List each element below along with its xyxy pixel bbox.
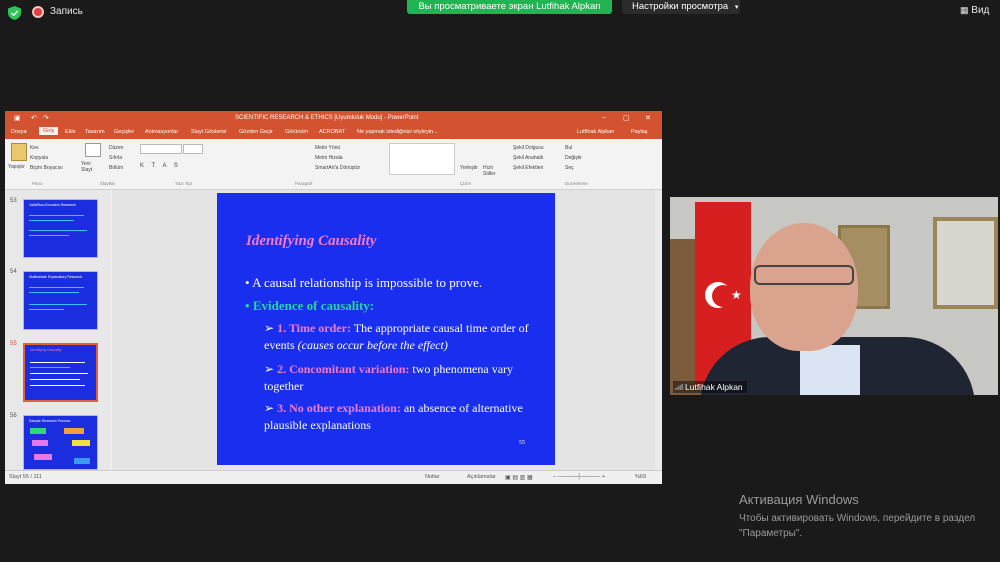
view-button-label: Вид [971, 5, 990, 16]
menu-acrobat: ACROBAT [319, 129, 346, 135]
group-paragraph: Paragraf [295, 181, 313, 186]
ppt-window-title: SCIENTIFIC RESEARCH & ETHICS [Uyumluluk Modu] - PowerPoint [235, 115, 419, 121]
ribbon-shape-outline: Şekil Anahattı [513, 155, 544, 161]
thumb-number: 56 [10, 413, 17, 419]
person-head [750, 223, 858, 351]
sub1-head: 1. Time order: [277, 321, 351, 335]
windows-activation-text: Чтобы активировать Windows, перейдите в раздел "Параметры". [739, 513, 976, 539]
slide-subbullet-3 [264, 400, 554, 434]
arrow-bullet-icon: ➢ [264, 401, 278, 415]
group-font: Yazı Tipi [175, 181, 192, 186]
ribbon-replace: Değiştir [565, 155, 582, 161]
ppt-ribbon [5, 139, 662, 190]
current-slide [217, 193, 555, 465]
thumb-text-line [29, 287, 84, 288]
ribbon-section: Bölüm [109, 165, 124, 171]
thumb-title: Sample Research Process [29, 419, 71, 423]
slide-subbullet-1 [264, 320, 554, 354]
arrow-bullet-icon: ➢ [264, 362, 278, 376]
view-mode-icons: ▣ ▤ ▥ ▦ [505, 475, 533, 481]
shared-screen-powerpoint [5, 111, 662, 483]
view-button[interactable] [960, 5, 989, 16]
sub1-text: The appropriate causal time order of events [264, 321, 529, 352]
ribbon-format-painter: Biçim Boyacısı [30, 165, 63, 171]
ribbon-smartart: SmartArt'a Dönüştür [315, 165, 361, 171]
screen-share-banner: Вы просматриваете экран Lutfihak Alpkan [407, 0, 612, 14]
thumb-text-line [29, 215, 84, 216]
ribbon-shape-fill: Şekil Dolgusu [513, 145, 544, 151]
ppt-user-name: Lutfihak Alpkan [577, 129, 615, 135]
thumb-diagram-box [74, 458, 90, 464]
view-options-button[interactable] [622, 0, 740, 14]
participant-video [670, 197, 998, 395]
menu-home: Giriş [39, 127, 58, 135]
ribbon-find: Bul [565, 145, 573, 151]
ribbon-copy: Kopyala [30, 155, 49, 161]
thumb-diagram-box [72, 440, 90, 446]
shapes-gallery [389, 143, 455, 175]
ribbon-select: Seç [565, 165, 574, 171]
group-slides: Slaytlar [100, 181, 116, 186]
windows-activation-title: Активация Windows [739, 492, 859, 507]
ribbon-new-slide: Yeni Slayt [81, 161, 93, 173]
sub3-text: an absence of alternative plausible explanations [264, 401, 523, 432]
thumb-diagram-box [30, 428, 46, 434]
ppt-status-bar [5, 470, 662, 484]
ribbon-arrange: Yerleştir [460, 165, 478, 171]
menu-view: Görünüm [285, 129, 308, 135]
font-name-box [140, 144, 182, 154]
menu-insert: Ekle [65, 129, 76, 135]
slide-thumbnail [23, 199, 98, 258]
sub2-text: two phenomena vary together [264, 362, 514, 393]
thumb-number: 54 [10, 269, 17, 275]
menu-design: Tasarım [85, 129, 105, 135]
slide-bullet-1: • A causal relationship is impossible to prove. [245, 275, 483, 290]
sub3-head: 3. No other explanation: [277, 401, 401, 415]
ribbon-paste: Yapıştır [8, 164, 25, 170]
status-zoom: %69 [635, 474, 647, 480]
thumb-text-line [29, 230, 87, 231]
thumb-text-line [30, 362, 85, 363]
thumb-text-line [29, 309, 64, 310]
thumb-title: Identifying Causality [30, 348, 62, 352]
thumb-diagram-box [34, 454, 52, 460]
ppt-share-button: Paylaş [631, 129, 648, 135]
thumb-number: 53 [10, 198, 17, 204]
grid-view-icon: ▦ [960, 5, 969, 15]
thumb-text-line [30, 385, 85, 386]
status-slide-count: Slayt 55 / 111 [9, 474, 42, 480]
thumb-text-line [30, 367, 70, 368]
flag-star: ★ [731, 288, 742, 302]
menu-animations: Animasyonlar [145, 129, 179, 135]
menu-review: Gözden Geçir [239, 129, 273, 135]
view-options-label: Настройки просмотра [632, 1, 729, 12]
menu-slideshow: Slayt Gösterisi [191, 129, 227, 135]
thumb-diagram-box [32, 440, 48, 446]
recording-label: Запись [50, 6, 83, 17]
ribbon-reset: Sıfırla [109, 155, 123, 161]
ribbon-cut: Kes [30, 145, 39, 151]
bullet-1-text: A causal relationship is impossible to prove. [252, 275, 483, 290]
status-notes: Notlar [425, 474, 440, 480]
ribbon-text-direction: Metin Yönü [315, 145, 341, 151]
menu-transitions: Geçişler [114, 129, 135, 135]
slide-page-number: 55 [519, 440, 525, 446]
sub1-italic: (causes occur before the effect) [297, 338, 448, 352]
slide-thumbnail [23, 271, 98, 330]
ppt-menu-bar [5, 127, 662, 139]
tell-me-box: Ne yapmak istediğinizi söyleyin... [357, 129, 438, 135]
maximize-icon: ▢ [623, 115, 630, 122]
font-size-box [183, 144, 203, 154]
group-editing: Düzenleme [565, 181, 588, 186]
ribbon-quick-styles: Hızlı Stiller [483, 165, 496, 177]
person-shirt [800, 345, 860, 395]
ribbon-layout: Düzen [109, 145, 124, 151]
chevron-down-icon: ▾ [734, 4, 739, 11]
thumb-text-line [29, 292, 79, 293]
thumb-text-line [30, 373, 88, 374]
ribbon-align-text: Metni Hizala [315, 155, 343, 161]
person-glasses [754, 265, 854, 285]
bullet-2-text: Evidence of causality: [252, 298, 375, 313]
group-clipboard: Pano [32, 181, 43, 186]
slide-thumbnail [23, 415, 98, 470]
video-portrait-frame [933, 217, 998, 309]
thumb-text-line [30, 379, 80, 380]
menu-file: Dosya [11, 129, 27, 135]
slide-title: Identifying Causality [246, 233, 377, 249]
new-slide-icon [85, 143, 101, 157]
minimize-icon: – [602, 114, 606, 121]
font-style-buttons: K T A S [140, 163, 181, 169]
ppt-title-bar [5, 111, 662, 127]
thumb-diagram-box [64, 428, 84, 434]
group-drawing: Çizim [460, 181, 472, 186]
save-icon: ▣ [14, 115, 21, 122]
arrow-bullet-icon: ➢ [264, 321, 278, 335]
sub2-head: 2. Concomitant variation: [277, 362, 410, 376]
slide-thumbnail-selected [23, 343, 98, 402]
participant-name-tag: Lutfihak Alpkan [673, 381, 747, 393]
thumb-text-line [29, 220, 74, 221]
zoom-slider: – ─────┼───── + [553, 474, 606, 480]
slide-thumbnails-pane [5, 190, 111, 470]
thumb-number: 55 [10, 341, 17, 347]
ribbon-shape-effects: Şekil Efektleri [513, 165, 544, 171]
undo-icon: ↶ [31, 115, 37, 122]
thumb-text-line [29, 235, 69, 236]
recording-icon[interactable] [32, 6, 44, 18]
vertical-scrollbar [655, 190, 662, 470]
status-comments: Açıklamalar [467, 474, 496, 480]
thumb-title: Multivariate Explanatory Research [29, 275, 83, 279]
slide-bullet-2: • Evidence of causality: [245, 298, 375, 313]
security-shield-icon[interactable] [8, 6, 21, 20]
slide-subbullet-2 [264, 361, 554, 395]
close-icon: ✕ [645, 115, 651, 122]
redo-icon: ↷ [43, 115, 49, 122]
thumb-title: Valid/Non-Exclusive Research [29, 203, 76, 207]
paste-icon [11, 143, 27, 161]
thumb-text-line [29, 304, 87, 305]
